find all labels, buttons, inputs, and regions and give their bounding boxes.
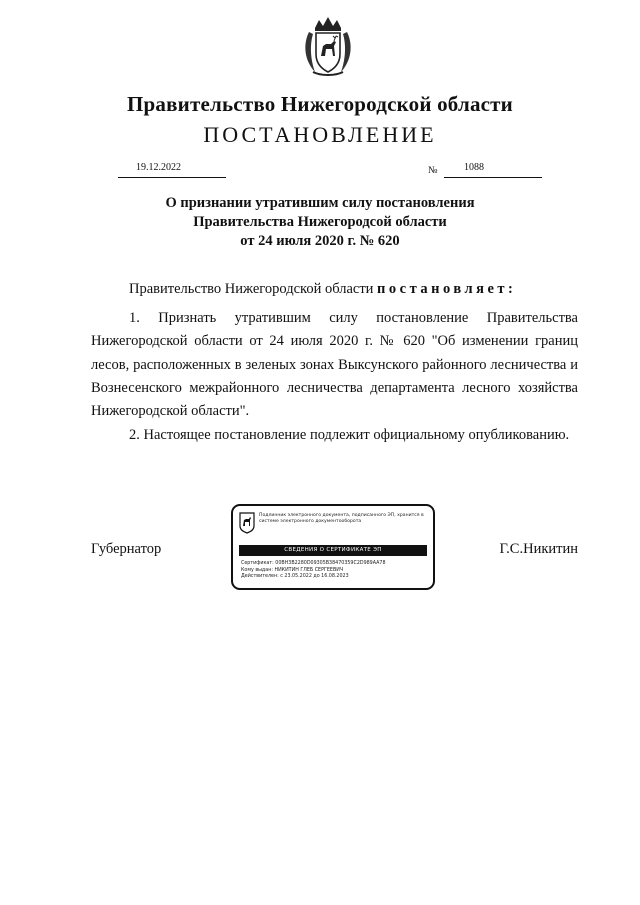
date-value: 19.12.2022: [136, 162, 181, 173]
date-field: [118, 163, 226, 178]
subject-line-2: Правительства Нижегородсой области: [193, 214, 447, 230]
electronic-signature-stamp: [231, 504, 435, 590]
document-subject: [0, 194, 640, 251]
stamp-valid-label: Действителен:: [241, 574, 279, 580]
document-body: [91, 307, 578, 448]
stamp-valid-value: с 23.05.2022 до 16.08.2023: [280, 574, 349, 580]
stamp-emblem-icon: [239, 512, 255, 534]
signatory-name: Г.С.Никитин: [499, 541, 578, 557]
stamp-issued-label: Кому выдан:: [241, 567, 273, 573]
number-label: №: [428, 165, 438, 176]
organization-name: Правительство Нижегородской области: [127, 92, 513, 116]
intro-emphasis: постановляет:: [377, 281, 517, 297]
stamp-cert-value: 00BH3B2280D09305B38470359C2D989AA78: [275, 561, 386, 566]
document-type: ПОСТАНОВЛЕНИЕ: [203, 122, 437, 147]
signatory-title: Губернатор: [91, 541, 162, 557]
subject-line-1: О признании утратившим силу постановления: [165, 195, 475, 211]
stamp-issued-value: НИКИТИН ГЛЕБ СЕРГЕЕВИЧ: [274, 567, 344, 573]
number-value: 1088: [464, 162, 484, 173]
subject-line-3: от 24 июля 2020 г. № 620: [240, 233, 400, 249]
stamp-certificate-details: [241, 561, 386, 581]
coat-of-arms-icon: [301, 14, 355, 78]
paragraph-2: 2. Настоящее постановление подлежит официальному опубликованию.: [129, 427, 570, 444]
paragraph-1: 1. Признать утратившим силу постановление Правительства Нижегородской области от 24 июля 2020 г. № 620 "Об изменении границ лесов, расположенных в зеленых зонах Выксунского районного лесничества и Вознесенского межрайонного лесничества департамента лесного хозяйства Нижегородской области".: [91, 310, 578, 420]
stamp-cert-line: [241, 561, 386, 568]
stamp-cert-label: Сертификат:: [241, 561, 274, 566]
stamp-valid-line: [241, 574, 386, 581]
stamp-title-bar: СВЕДЕНИЯ О СЕРТИФИКАТЕ ЭП: [239, 545, 427, 556]
stamp-header-text: Подлинник электронного документа, подписанного ЭП, хранится в системе электронного документооборота: [259, 513, 424, 524]
resolution-intro: [129, 281, 516, 298]
number-field: [444, 163, 542, 178]
intro-text: Правительство Нижегородской области: [129, 281, 374, 297]
